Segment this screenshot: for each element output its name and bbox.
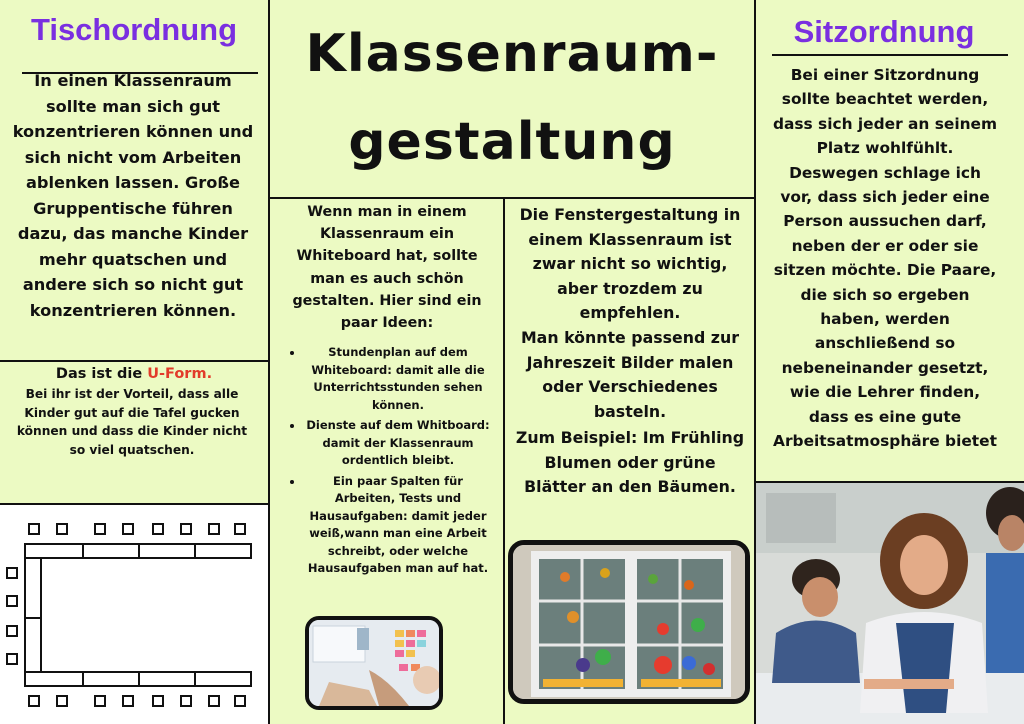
chair [234, 695, 246, 707]
chair [122, 695, 134, 707]
whiteboard-photo [305, 616, 443, 710]
chair [180, 523, 192, 535]
desk [82, 671, 140, 687]
chair [6, 653, 18, 665]
uform-diagram [0, 505, 268, 724]
whiteboard-illustration [309, 620, 439, 706]
desk [138, 543, 196, 559]
heading-underline-right [772, 54, 1008, 56]
chair [152, 695, 164, 707]
heading-tischordnung: Tischordnung [30, 12, 238, 47]
divider-left-mid [0, 360, 270, 362]
desk [24, 617, 42, 673]
idea-item: • Stundenplan auf dem Whiteboard: damit alle die Unterrichtsstunden sehen können. [304, 344, 492, 414]
desk [24, 557, 42, 619]
chair [56, 523, 68, 535]
divider-center [503, 198, 505, 724]
chair [234, 523, 246, 535]
sitzordnung-text: Bei einer Sitzordnung sollte beachtet werden, dass sich jeder an seinem Platz wohlfühlt. Deswegen schlage ich vor, dass sich jeder eine Person aussuchen darf, neben der er oder sie sitzen möchte. Die Paare, die sich so ergeben haben, werden anschließend so nebeneinander gesetzt, wie die Lehrer finden, dass es eine gute Arbeitsatmosphäre bietet [772, 66, 998, 451]
page-title-line1: Klassenraum- [305, 24, 719, 84]
students-illustration [756, 483, 1024, 724]
window-paragraph-1: Die Fenstergestaltung in einem Klassenraum ist zwar nicht so wichtig, aber trozdem zu empfehlen. [519, 205, 741, 322]
idea-item: • Dienste auf dem Whitboard: damit der Klassenraum ordentlich bleibt. [304, 417, 492, 470]
chair [6, 595, 18, 607]
chair [208, 695, 220, 707]
chair [28, 695, 40, 707]
classroom-photo [756, 483, 1024, 724]
desk [194, 543, 252, 559]
desk [138, 671, 196, 687]
chair [56, 695, 68, 707]
chair [94, 695, 106, 707]
uform-highlight: U-Form. [147, 366, 213, 382]
desk [24, 671, 84, 687]
divider-left [268, 0, 270, 724]
chair [180, 695, 192, 707]
chair [6, 625, 18, 637]
window-photo [508, 540, 750, 704]
uform-text: Bei ihr ist der Vorteil, dass alle Kinder gut auf die Tafel gucken können und dass die Kinder nicht so viel quatschen. [16, 387, 248, 457]
tischordnung-text: In einen Klassenraum sollte man sich gut konzentrieren können und sich nicht vom Arbeiten ablenken lassen. Große Gruppentische führen dazu, das manche Kinder mehr quatschen und andere sich so nicht gut konzentrieren können. [12, 71, 254, 320]
idea-item: • Ein paar Spalten für Arbeiten, Tests und Hausaufgaben: damit jeder weiß,wann man eine Arbeit schreibt, oder welche Hausaufgaben man auf hat. [304, 473, 492, 578]
divider-title [268, 197, 756, 199]
heading-sitzordnung: Sitzordnung [793, 14, 975, 49]
uform-heading [0, 364, 268, 384]
chair [6, 567, 18, 579]
whiteboard-ideas [282, 344, 492, 581]
desk [194, 671, 252, 687]
uform-prefix: Das ist die [55, 366, 148, 382]
whiteboard-intro: Wenn man in einem Klassenraum ein Whiteboard hat, sollte man es auch schön gestalten. Hier sind ein paar Ideen: [292, 204, 482, 332]
chair [94, 523, 106, 535]
window-paragraph-2: Man könnte passend zur Jahreszeit Bilder malen oder Verschiedenes basteln. [520, 328, 740, 421]
chair [28, 523, 40, 535]
chair [122, 523, 134, 535]
window-paragraph-3: Zum Beispiel: Im Frühling Blumen oder grüne Blätter an den Bäumen. [515, 428, 745, 496]
page-title-line2: gestaltung [348, 112, 676, 172]
window-illustration [513, 545, 745, 699]
ideas-list [282, 344, 492, 578]
chair [208, 523, 220, 535]
desk [82, 543, 140, 559]
chair [152, 523, 164, 535]
